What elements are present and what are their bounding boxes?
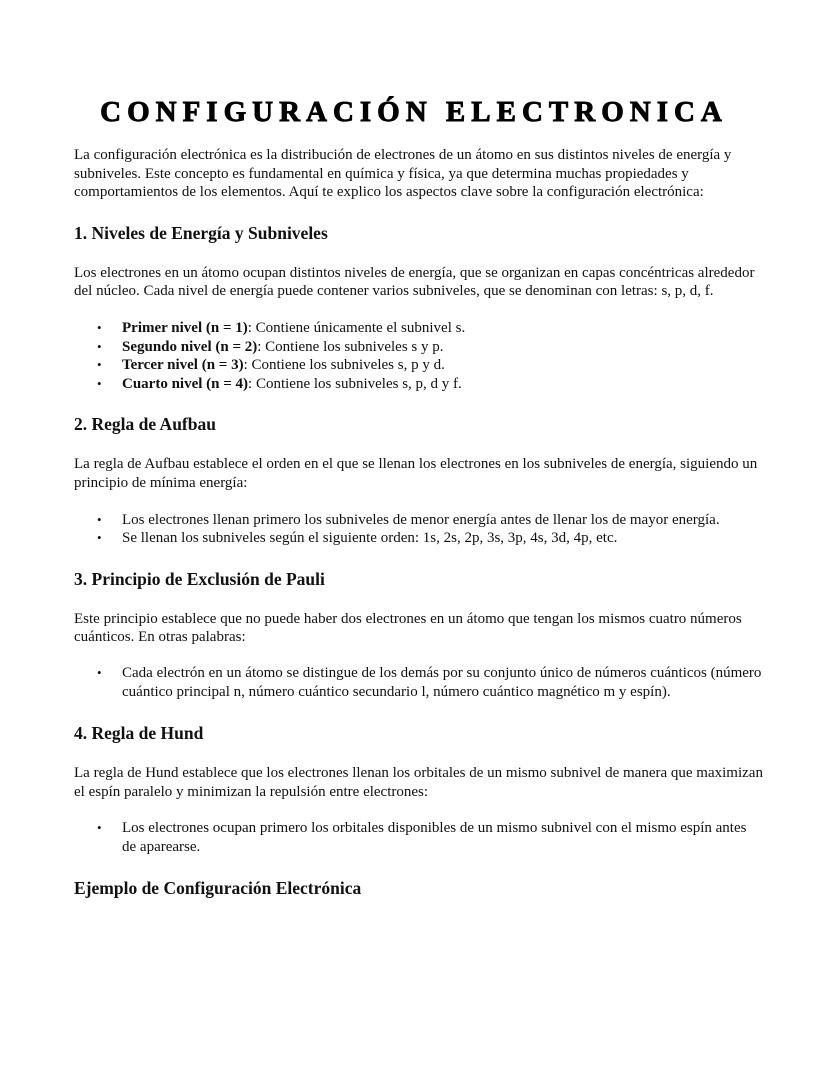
list-item <box>97 356 764 375</box>
list-item <box>97 338 764 357</box>
bullet-icon: • <box>97 319 102 335</box>
bullet-icon: • <box>97 530 102 546</box>
bullet-list <box>74 664 764 701</box>
list-item-bold: Tercer nivel (n = 3) <box>122 357 244 374</box>
bullet-icon: • <box>97 511 102 527</box>
bullet-icon: • <box>97 357 102 373</box>
list-item-bold: Primer nivel (n = 1) <box>122 319 248 336</box>
section-heading: 4. Regla de Hund <box>74 723 204 744</box>
section-heading: 2. Regla de Aufbau <box>74 414 216 435</box>
bullet-icon: • <box>97 664 102 680</box>
bullet-icon: • <box>97 375 102 391</box>
list-item-bold: Segundo nivel (n = 2) <box>122 338 258 355</box>
bullet-list <box>74 819 764 856</box>
list-item-text: Se llenan los subniveles según el siguiente orden: 1s, 2s, 2p, 3s, 3p, 4s, 3d, 4p, etc. <box>122 530 618 547</box>
bullet-list <box>74 319 764 393</box>
list-item-text: : Contiene únicamente el subnivel s. <box>247 319 466 336</box>
list-item <box>97 319 764 338</box>
list-item-text: Los electrones ocupan primero los orbitales disponibles de un mismo subnivel con el mismo espín antes de aparearse. <box>122 820 747 855</box>
section-heading: 3. Principio de Exclusión de Pauli <box>74 568 325 589</box>
bullet-icon: • <box>97 338 102 354</box>
intro-paragraph: La configuración electrónica es la distribución de electrones de un átomo en sus distintos niveles de energía y subniveles. Este concepto es fundamental en química y física, ya que determina muchas propiedades y comportamientos de los elementos. Aquí te explico los aspectos clave sobre la configuración electrónica: <box>74 147 732 201</box>
bullet-list <box>74 511 764 548</box>
example-heading: Ejemplo de Configuración Electrónica <box>74 878 362 899</box>
section-heading: 1. Niveles de Energía y Subniveles <box>74 222 328 243</box>
list-item <box>97 375 764 394</box>
section-paragraph: La regla de Aufbau establece el orden en el que se llenan los electrones en los subniveles de energía, siguiendo un principio de mínima energía: <box>74 456 758 491</box>
list-item <box>97 664 764 701</box>
bullet-icon: • <box>97 820 102 836</box>
section-paragraph: La regla de Hund establece que los electrones llenan los orbitales de un mismo subnivel de manera que maximizan el espín paralelo y minimizan la repulsión entre electrones: <box>74 765 763 800</box>
section-paragraph: Los electrones en un átomo ocupan distintos niveles de energía, que se organizan en capas concéntricas alrededor del núcleo. Cada nivel de energía puede contener varios subniveles, que se denominan con letras: s, p, d, f. <box>74 264 755 300</box>
list-item-text: : Contiene los subniveles s, p, d y f. <box>248 375 462 392</box>
document-body <box>74 146 764 899</box>
list-item <box>97 511 764 530</box>
page-title: CONFIGURACIÓN ELECTRONICA <box>100 96 728 128</box>
list-item-text: : Contiene los subniveles s y p. <box>257 338 444 355</box>
section-paragraph: Este principio establece que no puede haber dos electrones en un átomo que tengan los mismos cuatro números cuánticos. En otras palabras: <box>74 610 742 646</box>
list-item-text: : Contiene los subniveles s, p y d. <box>243 357 445 374</box>
list-item <box>97 819 764 856</box>
list-item-text: Cada electrón en un átomo se distingue de los demás por su conjunto único de números cuánticos (número cuántico principal n, número cuántico secundario l, número cuántico magnético m y espín). <box>122 664 762 700</box>
list-item <box>97 529 764 548</box>
list-item-bold: Cuarto nivel (n = 4) <box>122 375 249 392</box>
list-item-text: Los electrones llenan primero los subniveles de menor energía antes de llenar los de mayor energía. <box>122 511 720 528</box>
